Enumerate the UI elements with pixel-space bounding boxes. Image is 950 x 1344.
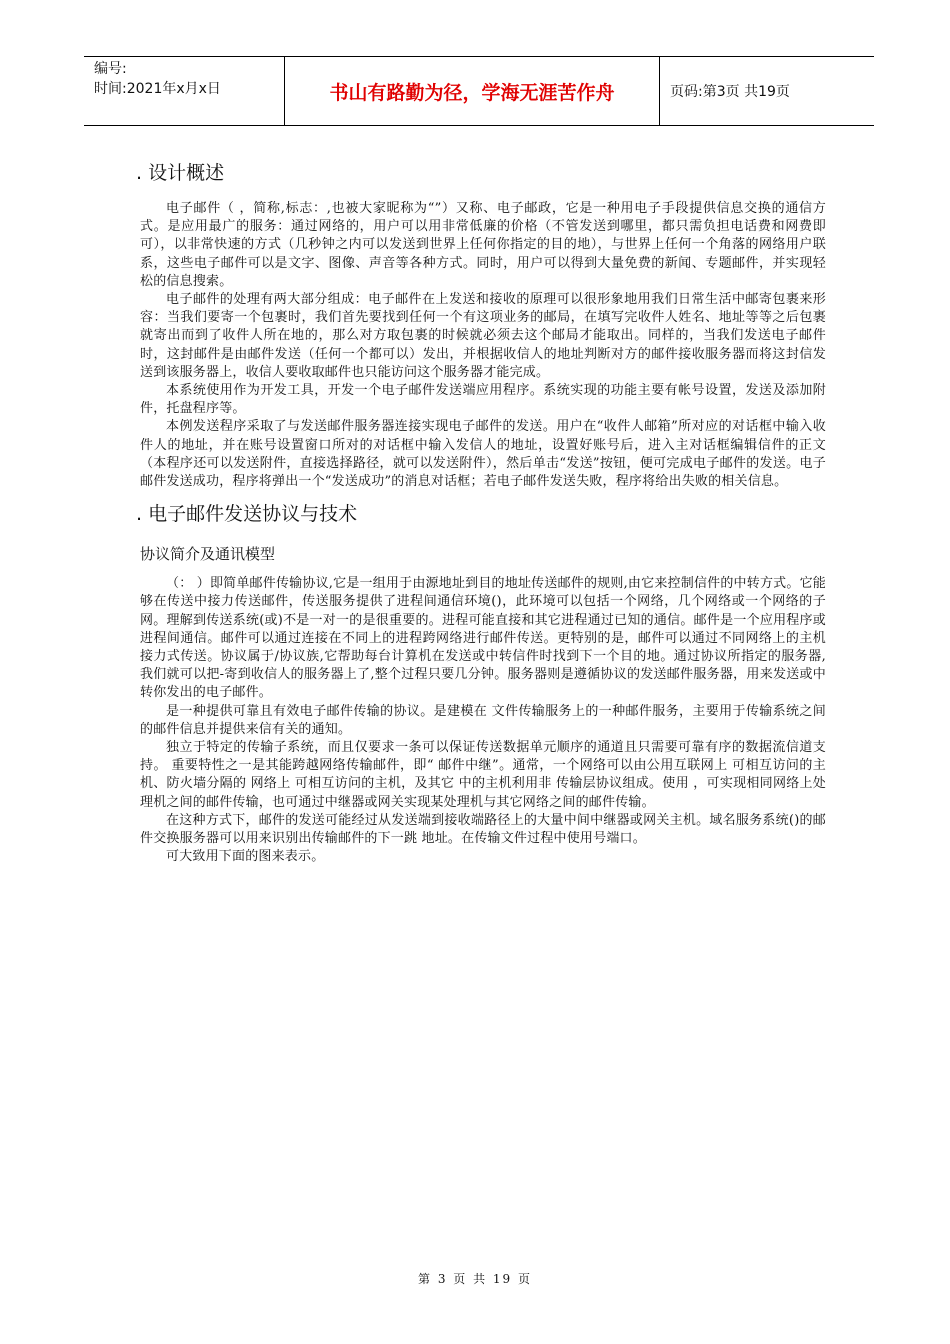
section-heading-email-protocol: . 电子邮件发送协议与技术 (136, 503, 358, 526)
subsection-heading-protocol-intro: 协议简介及通讯模型 (140, 545, 276, 564)
code-label: 编号: (94, 61, 127, 77)
paragraph: 本系统使用作为开发工具，开发一个电子邮件发送端应用程序。系统实现的功能主要有帐号设置，发送及添加附件，托盘程序等。 (140, 383, 826, 417)
paragraph: 独立于特定的传输子系统，而且仅要求一条可以保证传送数据单元顺序的通道且只需要可靠有序的数据流信道支持。 重要特性之一是其能跨越网络传输邮件，即“ 邮件中继”。通常，一个网络可以由公用互联网上 可相互访问的主机、防火墙分隔的 网络上 可相互访问的主机，及其它 中的主机利用非 传输层协议组成。使用 ，可实现相同网络上处理机之间的邮件传输，也可通过中继器或网关实现某处理机与其它网络之间的邮件传输。 (140, 740, 826, 810)
paragraph: 在这种方式下，邮件的发送可能经过从发送端到接收端路径上的大量中间中继器或网关主机。域名服务系统()的邮件交换服务器可以用来识别出传输邮件的下一跳 地址。在传输文件过程中使用号端口。 (140, 812, 826, 847)
section-heading-design-overview: . 设计概述 (136, 162, 225, 184)
paragraph: 是一种提供可靠且有效电子邮件传输的协议。是建模在 文件传输服务上的一种邮件服务，主要用于传输系统之间的邮件信息并提供来信有关的通知。 (140, 703, 826, 737)
page-footer: 第 3 页 共 19 页 (418, 1272, 532, 1286)
paragraph: 可大致用下面的图来表示。 (166, 849, 325, 865)
header-meta (84, 57, 284, 125)
paragraph: （： ）即简单邮件传输协议,它是一组用于由源地址到目的地址传送邮件的规则,由它来控制信件的中转方式。它能够在传送中接力传送邮件，传送服务提供了进程间通信环境()，此环境可以包括一个网络，几个网络或一个网络的子网。理解到传送系统(或)不是一对一的是很重要的。进程可能直接和其它进程通过已知的通信。邮件是一个应用程序或进程间通信。邮件可以通过连接在不同上的进程跨网络进行邮件传送。更特别的是，邮件可以通过不同网络上的主机接力式传送。协议属于/协议族,它帮助每台计算机在发送或中转信件时找到下一个目的地。通过协议所指定的服务器,我们就可以把-寄到收信人的服务器上了,整个过程只要几分钟。服务器则是遵循协议的发送邮件服务器，用来发送或中转你发出的电子邮件。 (140, 576, 826, 701)
paragraph: 本例发送程序采取了与发送邮件服务器连接实现电子邮件的发送。用户在“收件人邮箱”所对应的对话框中输入收件人的地址，并在账号设置窗口所对的对话框中输入发信人的地址，设置好账号后，进入主对话框编辑信件的正文（本程序还可以发送附件，直接选择路径，就可以发送附件），然后单击“发送”按钮，便可完成电子邮件的发送。电子邮件发送成功，程序将弹出一个“发送成功”的消息对话框；若电子邮件发送失败，程序将给出失败的相关信息。 (140, 419, 826, 490)
document-body (136, 156, 826, 867)
paragraph: 电子邮件的处理有两大部分组成：电子邮件在上发送和接收的原理可以很形象地用我们日常生活中邮寄包裹来形容：当我们要寄一个包裹时，我们首先要找到任何一个有这项业务的邮局，在填写完收件人姓名、地址等等之后包裹就寄出而到了收件人所在地的，那么对方取包裹的时候就必须去这个邮局才能取出。同样的，当我们发送电子邮件时，这封邮件是由邮件发送（任何一个都可以）发出，并根据收信人的地址判断对方的邮件接收服务器而将这封信发送到该服务器上，收信人要收取邮件也只能访问这个服务器才能完成。 (140, 292, 826, 380)
paragraph: 电子邮件（ ，简称,标志：,也被大家昵称为“”）又称、电子邮政，它是一种用电子手段提供信息交换的通信方式。是应用最广的服务：通过网络的，用户可以用非常低廉的价格（不管发送到哪里，都只需负担电话费和网费即可），以非常快速的方式（几秒钟之内可以发送到世界上任何你指定的目的地），与世界上任何一个角落的网络用户联系，这些电子邮件可以是文字、图像、声音等各种方式。同时，用户可以得到大量免费的新闻、专题邮件，并实现轻松的信息搜索。 (140, 201, 826, 289)
time-label: 时间:2021年x月x日 (94, 81, 221, 97)
page-header (84, 56, 874, 126)
header-motto: 书山有路勤为径，学海无涯苦作舟 (284, 57, 660, 125)
header-page-info: 页码:第3页 共19页 (670, 84, 790, 100)
